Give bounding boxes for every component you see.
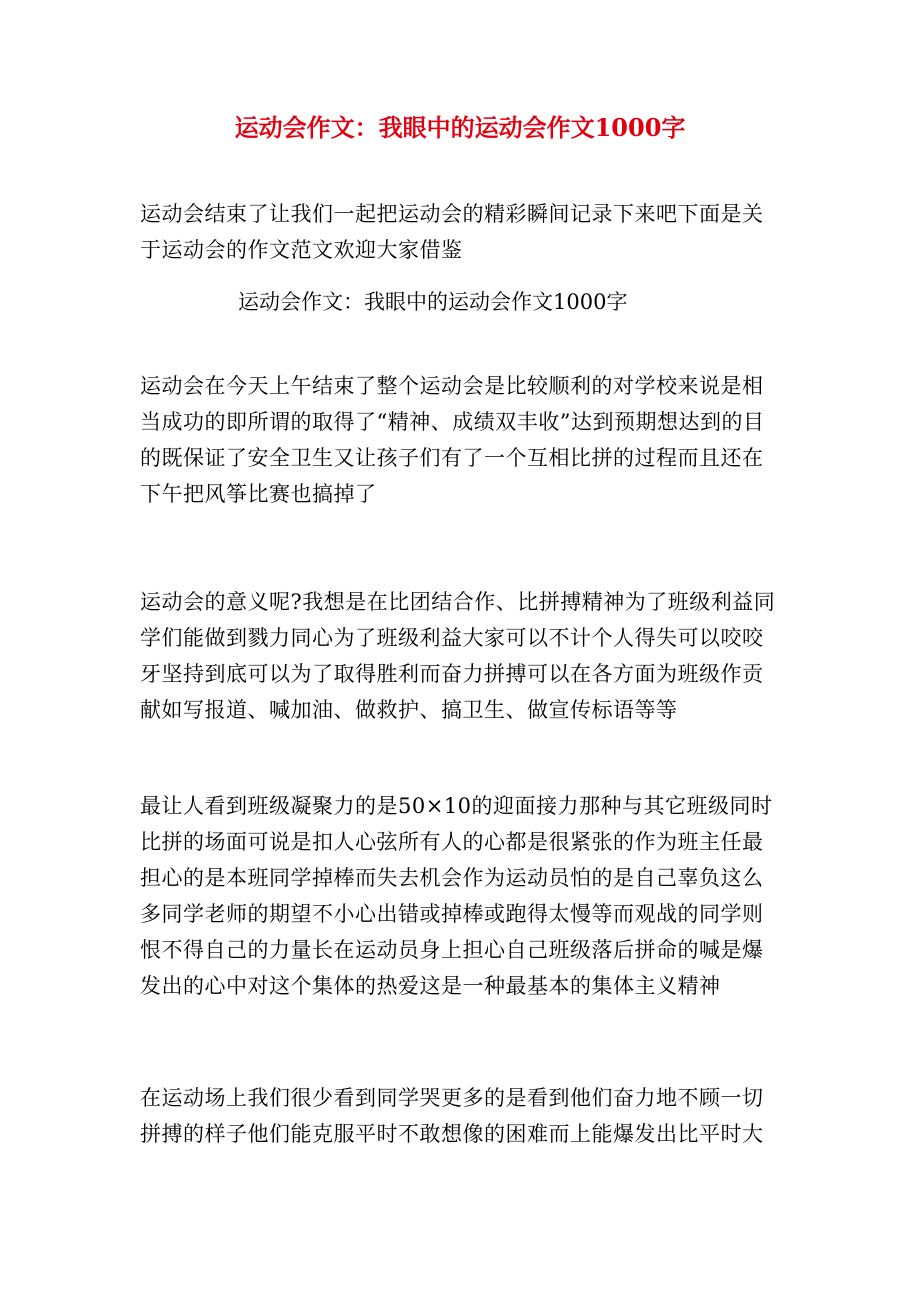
document-title: 运动会作文：我眼中的运动会作文1000字: [234, 113, 686, 142]
document-subtitle: 运动会作文：我眼中的运动会作文1000字: [238, 290, 628, 314]
intro-paragraph: 运动会结束了让我们一起把运动会的精彩瞬间记录下来吧下面是关于运动会的作文范文欢迎大家借鉴: [140, 202, 764, 262]
body-paragraph-1: 运动会在今天上午结束了整个运动会是比较顺利的对学校来说是相当成功的即所谓的取得了“精神、成绩双丰收”达到预期想达到的目的既保证了安全卫生又让孩子们有了一个互相比拼的过程而且还在下午把风筝比赛也搞掉了: [140, 374, 765, 506]
body-paragraph-4: 在运动场上我们很少看到同学哭更多的是看到他们奋力地不顾一切拼搏的样子他们能克服平时不敢想像的困难而上能爆发出比平时大: [140, 1086, 764, 1146]
body-paragraph-3: 最让人看到班级凝聚力的是50×10的迎面接力那种与其它班级同时比拼的场面可说是扣人心弦所有人的心都是很紧张的作为班主任最担心的是本班同学掉棒而失去机会作为运动员怕的是自己辜负这么多同学老师的期望不小心出错或掉棒或跑得太慢等而观战的同学则恨不得自己的力量长在运动员身上担心自己班级落后拼命的喊是爆发出的心中对这个集体的热爱这是一种最基本的集体主义精神: [140, 794, 773, 998]
body-paragraph-2: 运动会的意义呢?我想是在比团结合作、比拼搏精神为了班级利益同学们能做到戮力同心为了班级利益大家可以不计个人得失可以咬咬牙坚持到底可以为了取得胜利而奋力拼搏可以在各方面为班级作贡献如写报道、喊加油、做救护、搞卫生、做宣传标语等等: [140, 590, 776, 722]
